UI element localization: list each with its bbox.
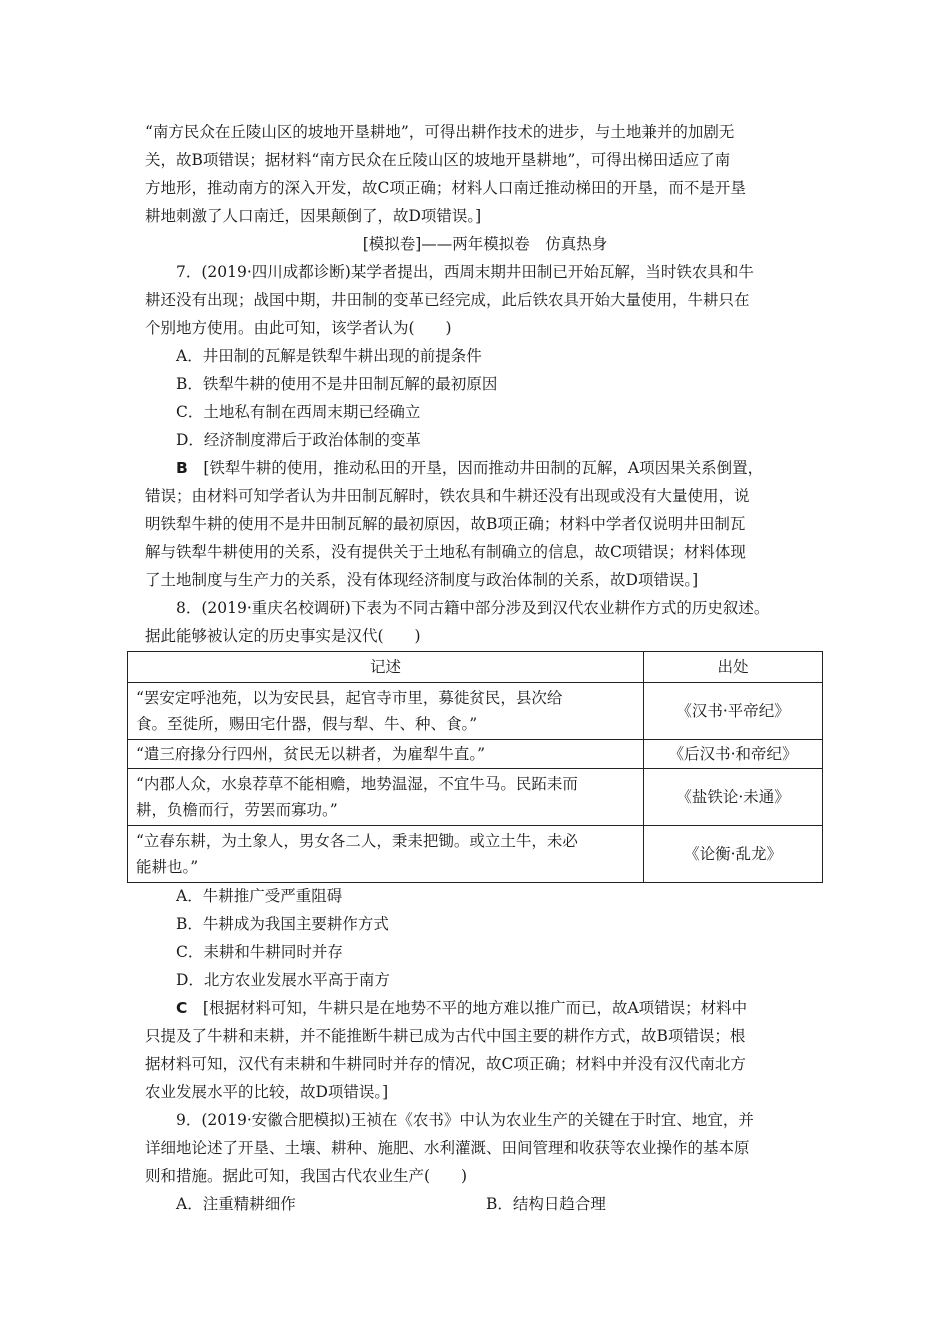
text-line: 关，故B项错误；据材料“南方民众在丘陵山区的坡地开垦耕地”，可得出梯田适应了南: [145, 151, 731, 169]
question-9-stem: 详细地论述了开垦、土壤、耕种、施肥、水利灌溉、田间管理和收获等农业操作的基本原: [145, 1139, 750, 1157]
table-cell-text: [128, 826, 644, 883]
option-d: D．经济制度滞后于政治体制的变革: [176, 431, 421, 449]
question-7-stem: 耕还没有出现；战国中期，井田制的变革已经完成，此后铁农具开始大量使用，牛耕只在: [145, 291, 750, 309]
question-9-stem: 9．(2019·安徽合肥模拟)王祯在《农书》中认为农业生产的关键在于时宜、地宜，并: [176, 1111, 754, 1129]
table-row: [128, 740, 823, 769]
page-body-continued: [145, 882, 825, 1218]
question-7-stem: 7．(2019·四川成都诊断)某学者提出，西周末期井田制已开始瓦解，当时铁农具和牛: [176, 263, 754, 281]
option-d: D．北方农业发展水平高于南方: [176, 971, 390, 989]
table-cell-text: [128, 683, 644, 740]
explanation-line: 据材料可知，汉代有耒耕和牛耕同时并存的情况，故C项正确；材料中并没有汉代南北方: [145, 1055, 746, 1073]
question-8-stem: 8．(2019·重庆名校调研)下表为不同古籍中部分涉及到汉代农业耕作方式的历史叙述。: [176, 599, 770, 617]
answer-explanation: [145, 454, 825, 482]
cell-line: “遣三府掾分行四州，贫民无以耕者，为雇犁牛直。”: [136, 745, 486, 763]
source-table: [127, 651, 823, 883]
cell-line: 耕，负檐而行，劳罢而寡功。”: [136, 801, 338, 819]
text-line: “南方民众在丘陵山区的坡地开垦耕地”，可得出耕作技术的进步，与土地兼并的加剧无: [145, 123, 735, 141]
table-cell-source: 《盐铁论·未通》: [644, 769, 823, 826]
question-7-stem: 个别地方使用。由此可知，该学者认为( ): [145, 319, 452, 337]
text-line: 耕地刺激了人口南迁，因果颠倒了，故D项错误。]: [145, 207, 482, 225]
cell-line: “内郡人众，水泉荐草不能相赡，地势温湿，不宜牛马。民跖耒而: [136, 775, 578, 793]
answer-explanation: [145, 994, 825, 1022]
section-title: [模拟卷]——两年模拟卷 仿真热身: [362, 235, 608, 253]
option-b: B．铁犁牛耕的使用不是井田制瓦解的最初原因: [176, 375, 498, 393]
option-row: [145, 1190, 825, 1218]
option-b: B．牛耕成为我国主要耕作方式: [176, 915, 389, 933]
table-row: [128, 769, 823, 826]
explanation-text: [根据材料可知，牛耕只是在地势不平的地方难以推广而已，故A项错误；材料中: [202, 999, 748, 1017]
option-b: B．结构日趋合理: [486, 1195, 606, 1213]
question-9-stem: 则和措施。据此可知，我国古代农业生产( ): [145, 1167, 468, 1185]
explanation-line: 了土地制度与生产力的关系，没有体现经济制度与政治体制的关系，故D项错误。]: [145, 571, 699, 589]
explanation-line: 明铁犁牛耕的使用不是井田制瓦解的最初原因，故B项正确；材料中学者仅说明井田制瓦: [145, 515, 746, 533]
answer-letter: B: [176, 459, 188, 477]
cell-line: “罢安定呼池苑，以为安民县，起官寺市里，募徙贫民，县次给: [136, 689, 563, 707]
explanation-line: 农业发展水平的比较，故D项错误。]: [145, 1083, 389, 1101]
table-cell-source: 《后汉书·和帝纪》: [644, 740, 823, 769]
table-header: 记述: [128, 652, 644, 683]
table-header-row: [128, 652, 823, 683]
answer-letter: C: [176, 999, 188, 1017]
table-cell-text: [128, 769, 644, 826]
option-a: A．井田制的瓦解是铁犁牛耕出现的前提条件: [176, 347, 482, 365]
explanation-line: 错误；由材料可知学者认为井田制瓦解时，铁农具和牛耕还没有出现或没有大量使用，说: [145, 487, 750, 505]
table-cell-text: [128, 740, 644, 769]
question-8-stem: 据此能够被认定的历史事实是汉代( ): [145, 627, 421, 645]
table-cell-source: 《汉书·平帝纪》: [644, 683, 823, 740]
cell-line: 食。至徙所，赐田宅什器，假与犁、牛、种、食。”: [136, 715, 478, 733]
page-body: [145, 118, 825, 650]
table-cell-source: 《论衡·乱龙》: [644, 826, 823, 883]
cell-line: “立春东耕，为土象人，男女各二人，秉耒把锄。或立土牛，未必: [136, 832, 578, 850]
table-row: [128, 683, 823, 740]
explanation-line: 只提及了牛耕和耒耕，并不能推断牛耕已成为古代中国主要的耕作方式，故B项错误；根: [145, 1027, 746, 1045]
option-c: C．耒耕和牛耕同时并存: [176, 943, 343, 961]
option-c: C．土地私有制在西周末期已经确立: [176, 403, 421, 421]
table-header: 出处: [644, 652, 823, 683]
option-a: A．牛耕推广受严重阻碍: [176, 887, 343, 905]
explanation-text: [铁犁牛耕的使用，推动私田的开垦，因而推动井田制的瓦解，A项因果关系倒置，: [203, 459, 764, 477]
option-a: A．注重精耕细作: [176, 1195, 296, 1213]
table-row: [128, 826, 823, 883]
explanation-line: 解与铁犁牛耕使用的关系，没有提供关于土地私有制确立的信息，故C项错误；材料体现: [145, 543, 746, 561]
cell-line: 能耕也。”: [136, 858, 199, 876]
text-line: 方地形，推动南方的深入开发，故C项正确；材料人口南迁推动梯田的开垦，而不是开垦: [145, 179, 746, 197]
